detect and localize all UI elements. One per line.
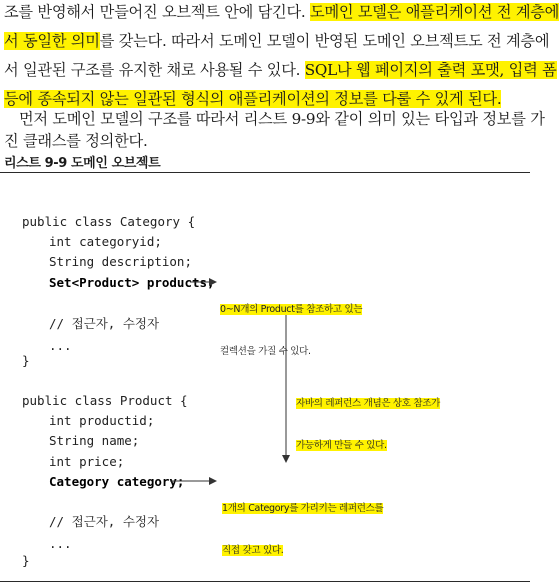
code-line: } bbox=[22, 553, 30, 568]
code-line: int categoryid; bbox=[49, 234, 162, 249]
code-line: int price; bbox=[49, 454, 125, 469]
highlighted-text: SQL나 웹 페이지의 출력 포맷, 입력 폼 bbox=[304, 61, 557, 79]
paragraph-line-6: 진 클래스를 정의한다. bbox=[4, 132, 148, 150]
code-line: } bbox=[22, 353, 30, 368]
note-category: 1개의 Category를 가리키는 레퍼런스를 직접 갖고 있다. bbox=[222, 503, 384, 556]
paragraph-line-3: 서 일관된 구조를 유지한 채로 사용될 수 있다. SQL나 웹 페이지의 출력 포맷, 입력 폼 bbox=[4, 61, 557, 79]
code-line-products-field: Set<Product> products; bbox=[49, 275, 215, 290]
code-ellipsis: ... bbox=[49, 536, 72, 551]
code-ellipsis: ... bbox=[49, 338, 72, 353]
code-line: public class Product { bbox=[22, 393, 188, 408]
code-comment: // 접근자, 수정자 bbox=[49, 316, 160, 331]
highlighted-text: 등에 종속되지 않는 일관된 형식의 애플리케이션의 정보를 다룰 수 있게 된다. bbox=[4, 90, 502, 108]
paragraph-line-2: 서 동일한 의미를 갖는다. 따라서 도메인 모델이 반영된 도메인 오브젝트도 전 계층에 bbox=[4, 32, 550, 50]
code-line: String name; bbox=[49, 433, 140, 448]
paragraph-line-5: 먼저 도메인 모델의 구조를 따라서 리스트 9-9와 같이 의미 있는 타입과 정보를 가 bbox=[4, 110, 545, 128]
code-line: public class Category { bbox=[22, 214, 196, 229]
highlighted-text: 도메인 모델은 애플리케이션 전 계층에 bbox=[310, 3, 559, 21]
code-line-category-field: Category category; bbox=[49, 474, 185, 489]
paragraph-line-1: 조를 반영해서 만들어진 오브젝트 안에 담긴다. 도메인 모델은 애플리케이션 전 계층에 bbox=[4, 3, 559, 21]
note-products: 0~N개의 Product를 참조하고 있는 컬렉션을 가질 수 있다. bbox=[220, 304, 363, 357]
note-reference: 자바의 레퍼런스 개념은 상호 참조가 가능하게 만들 수 있다. bbox=[296, 398, 441, 451]
code-line: int productid; bbox=[49, 413, 155, 428]
code-line: String description; bbox=[49, 254, 192, 269]
highlighted-text: 서 동일한 의미 bbox=[4, 32, 100, 50]
code-comment: // 접근자, 수정자 bbox=[49, 514, 160, 529]
listing-caption: 리스트 9-9 도메인 오브젝트 bbox=[4, 156, 161, 171]
